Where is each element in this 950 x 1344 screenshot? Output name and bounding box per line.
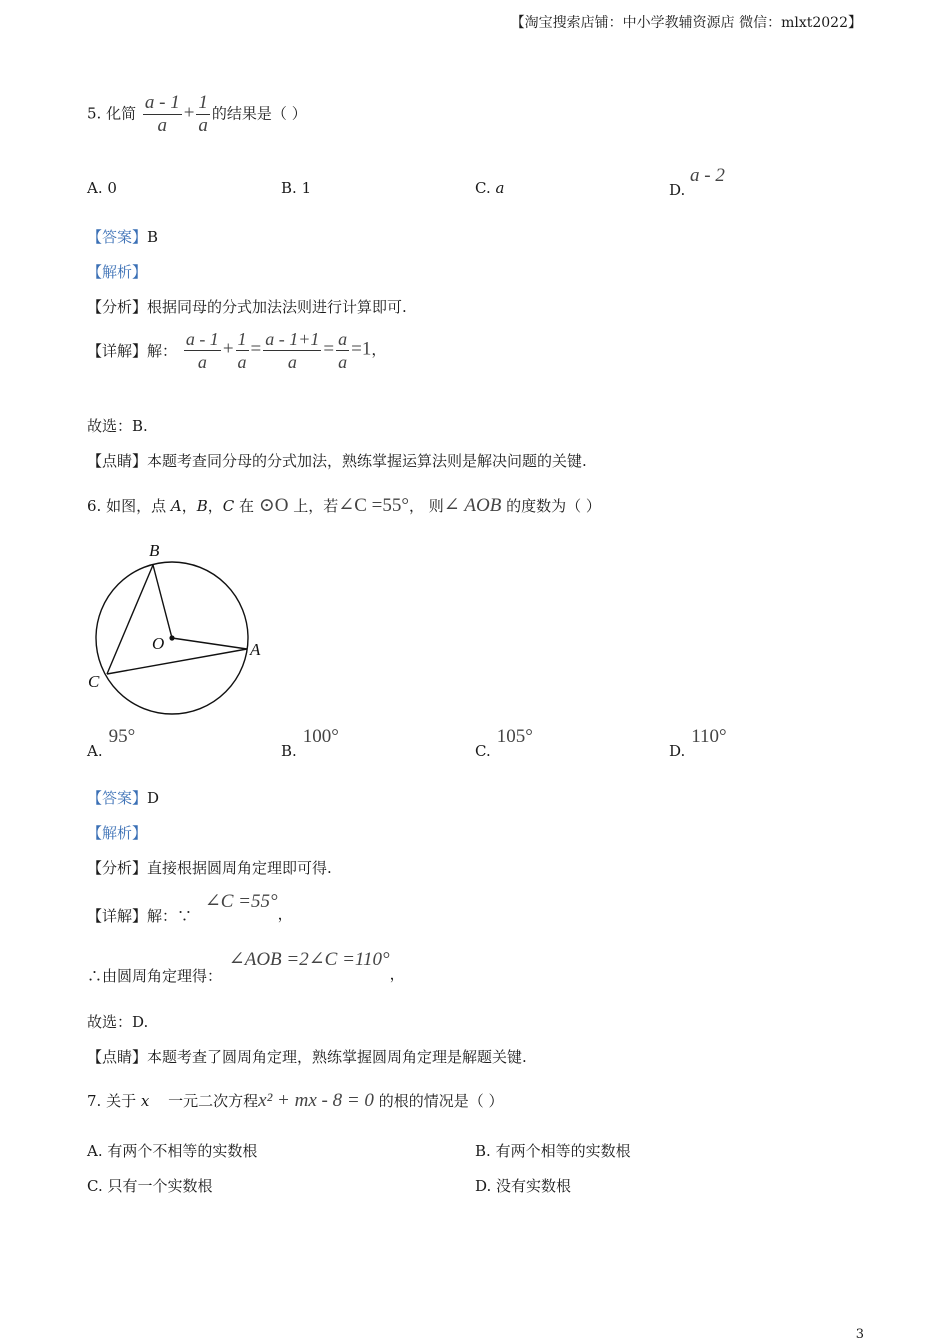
label-a: A	[250, 640, 261, 659]
q5-detail: 【详解】解： $\frac{a - 1}{a}$ + $\frac{1}{a}$ = $\frac{a - 1+1}{a}$ = $\frac{a}{a}$ =1，	[87, 329, 387, 372]
q6-option-d: D.110°	[669, 726, 727, 760]
q5-choose: 故选：B.	[87, 417, 148, 435]
q5-option-d: D. a - 2	[669, 165, 725, 199]
segment-oa	[172, 638, 247, 649]
q6-option-a: A.95°	[87, 726, 136, 760]
q6-answer: 【答案】D	[87, 789, 160, 807]
q5-frac1-denominator: a	[157, 115, 168, 136]
q7-option-d: D. 没有实数根	[475, 1177, 572, 1195]
q5-fraction-1	[143, 92, 182, 137]
q6-circle-figure	[80, 535, 280, 725]
label-o: O	[152, 634, 165, 653]
q6-dianjing: 【点睛】本题考查了圆周角定理，熟练掌握圆周角定理是解题关键.	[87, 1048, 527, 1066]
q5-fenxi: 【分析】根据同母的分式加法法则进行计算即可.	[87, 298, 407, 316]
q7-option-b: B. 有两个相等的实数根	[475, 1142, 631, 1160]
q5-option-c: C. a	[475, 179, 505, 197]
q5-number: 5. 化简	[87, 104, 137, 123]
q6-option-c: C.105°	[475, 726, 533, 760]
q6-fenxi: 【分析】直接根据圆周角定理即可得.	[87, 859, 332, 877]
q5-option-b: B. 1	[281, 179, 312, 197]
segment-bo	[153, 565, 172, 638]
page-header: 【淘宝搜索店铺：中小学教辅资源店 微信：mlxt2022】	[510, 15, 862, 31]
q5-frac2-denominator: a	[198, 115, 208, 136]
q5-frac2-numerator: 1	[198, 92, 208, 113]
q7-stem: 7. 关于 x 一元二次方程x² + mx - 8 = 0 的根的情况是（ ）	[87, 1090, 504, 1111]
label-b: B	[149, 541, 160, 560]
q6-option-b: B.100°	[281, 726, 339, 760]
q5-fraction-2	[196, 92, 210, 137]
segment-ca	[107, 649, 247, 674]
q5-plus: +	[183, 102, 195, 124]
q5-answer: 【答案】B	[87, 228, 159, 246]
q6-therefore: ∴由圆周角定理得： ∠AOB =2∠C =110°，	[87, 949, 405, 985]
segment-bc	[107, 565, 153, 674]
q6-stem: 6. 如图，点 A，B，C 在 ⊙O 上，若∠C =55°， 则∠ AOB 的度数为（ ）	[87, 495, 601, 516]
q6-detail: 【详解】解：∵ ∠C =55°，	[87, 891, 293, 925]
q7-option-a: A. 有两个不相等的实数根	[87, 1142, 258, 1160]
q6-choose: 故选：D.	[87, 1013, 149, 1031]
q5-option-a: A. 0	[87, 179, 117, 197]
q5-stem	[87, 92, 307, 137]
q5-frac1-numerator: a - 1	[144, 92, 180, 113]
q6-analysis-tag: 【解析】	[87, 824, 148, 842]
q5-suffix: 的结果是（ ）	[211, 104, 307, 123]
label-c: C	[88, 672, 100, 691]
center-point	[169, 635, 174, 640]
q5-analysis-tag: 【解析】	[87, 263, 148, 281]
page-number: 3	[855, 1327, 864, 1342]
q7-option-c: C. 只有一个实数根	[87, 1177, 213, 1195]
q5-dianjing: 【点睛】本题考查同分母的分式加法，熟练掌握运算法则是解决问题的关键.	[87, 452, 587, 470]
